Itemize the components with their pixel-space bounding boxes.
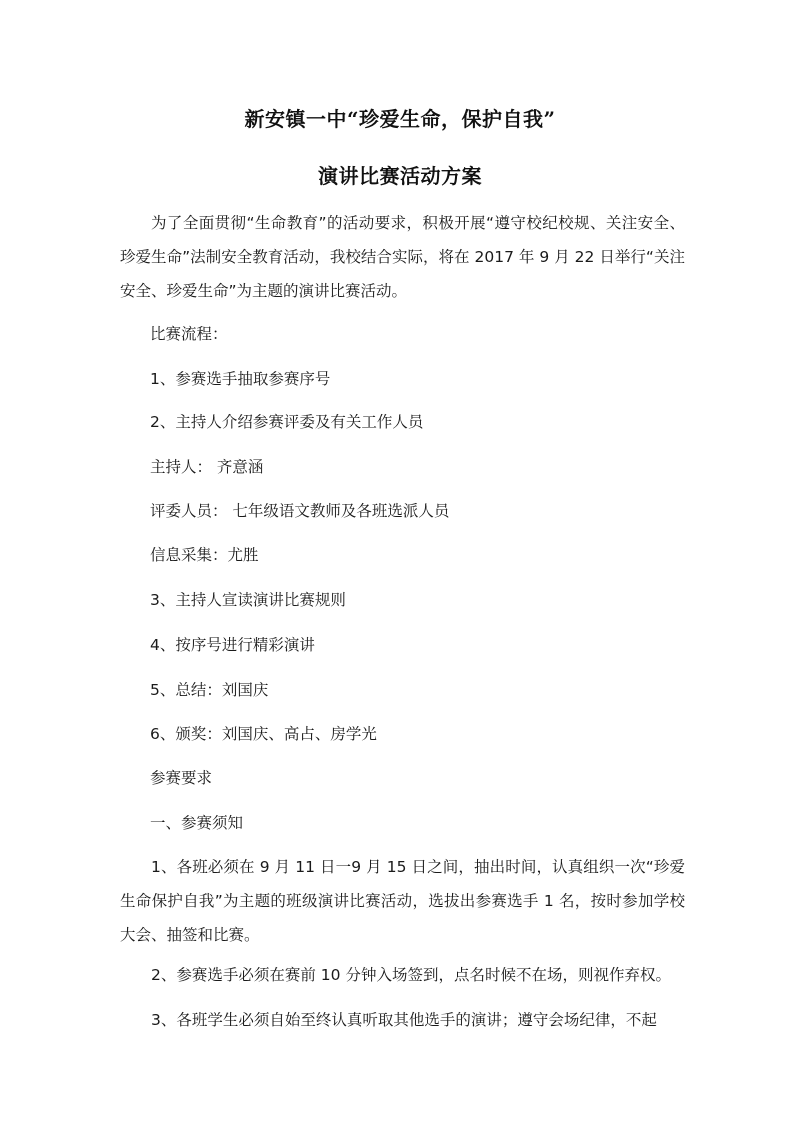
process-step-3: 3、主持人宣读演讲比赛规则 — [150, 591, 346, 609]
judges-line: 评委人员： 七年级语文教师及各班选派人员 — [150, 502, 450, 520]
notice-heading: 一、参赛须知 — [150, 814, 244, 832]
process-step-1: 1、参赛选手抽取参赛序号 — [150, 370, 331, 388]
process-step-2: 2、主持人介绍参赛评委及有关工作人员 — [150, 413, 424, 431]
requirements-heading: 参赛要求 — [150, 769, 213, 787]
process-step-6: 6、颁奖：刘国庆、高占、房学光 — [150, 725, 377, 743]
process-heading: 比赛流程： — [150, 325, 228, 343]
host-line: 主持人： 齐意涵 — [150, 458, 264, 476]
document-subtitle: 演讲比赛活动方案 — [318, 164, 482, 188]
rule-1-paragraph: 1、各班必须在 9 月 11 日一9 月 15 日之间，抽出时间，认真组织一次“珍爱生命保护自我”为主题的班级演讲比赛活动，选拔出参赛选手 1 名，按时参加学校大会、抽签和比赛。 — [120, 858, 685, 944]
document-title: 新安镇一中“珍爱生命，保护自我” — [244, 107, 556, 131]
info-collection-line: 信息采集：尤胜 — [150, 546, 259, 564]
intro-paragraph: 为了全面贯彻“生命教育”的活动要求，积极开展“遵守校纪校规、关注安全、珍爱生命”法制安全教育活动，我校结合实际，将在 2017 年 9 月 22 日举行“关注安全、珍爱生命”为主题的演讲比赛活动。 — [120, 214, 685, 300]
process-step-4: 4、按序号进行精彩演讲 — [150, 636, 315, 654]
rule-2-paragraph: 2、参赛选手必须在赛前 10 分钟入场签到，点名时候不在场，则视作弃权。 — [151, 966, 671, 984]
rule-3-paragraph: 3、各班学生必须自始至终认真听取其他选手的演讲；遵守会场纪律，不起 — [151, 1011, 657, 1029]
process-step-5: 5、总结：刘国庆 — [150, 681, 269, 699]
